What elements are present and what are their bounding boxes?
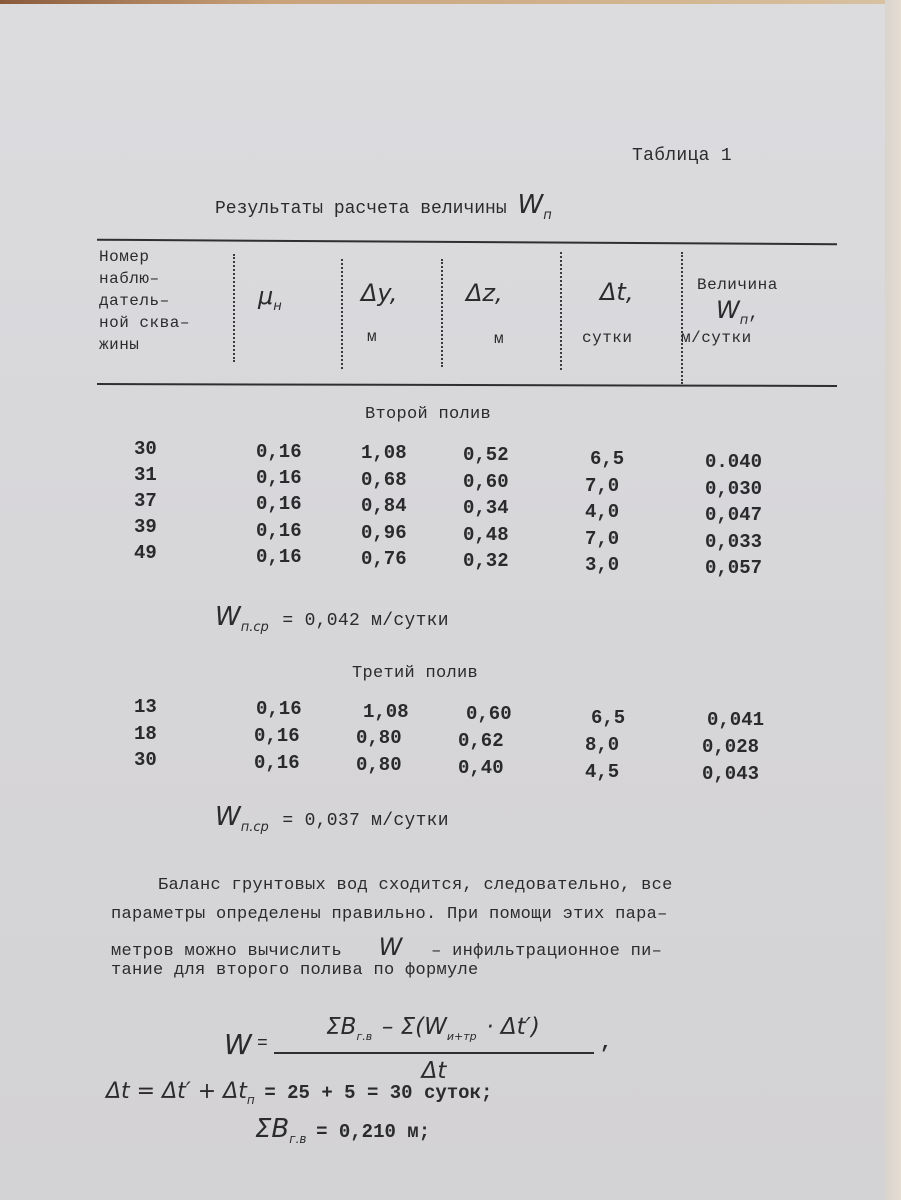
- col-header-dz-unit: м: [494, 330, 505, 348]
- sumb-lhs-sub: г.в: [289, 1132, 307, 1146]
- num-sum-w-sub: и+тр: [446, 1030, 477, 1043]
- fraction-bar: [274, 1052, 594, 1054]
- dt-rhs: = 25 + 5 = 30 суток;: [264, 1082, 493, 1104]
- table-cell: 0,16: [256, 441, 302, 463]
- table-cell: 0,34: [463, 497, 509, 519]
- table-cell: 7,0: [585, 475, 620, 497]
- col-header-wn-label: Величина: [697, 276, 778, 294]
- avg-sub: п.ср: [240, 620, 269, 635]
- table-cell: 0,68: [361, 469, 407, 491]
- table-cell: 0,047: [705, 504, 763, 526]
- col-header-line: датель–: [99, 292, 170, 310]
- col-header-wn-unit: м/сутки: [681, 329, 752, 347]
- header-bottom-rule: [97, 383, 837, 387]
- formula-eq: =: [257, 1034, 268, 1054]
- average-third-irrigation: [215, 802, 449, 835]
- col-header-dt-unit: сутки: [582, 329, 633, 347]
- table-cell: 0,62: [458, 730, 504, 752]
- num-sum-b-sub: г.в: [356, 1030, 373, 1043]
- table-cell: 0.040: [705, 451, 763, 473]
- avg-value: = 0,037 м/сутки: [282, 811, 449, 831]
- table-cell: 49: [134, 542, 157, 564]
- col-header-line: ной сква–: [99, 314, 190, 332]
- col-header-dt: [600, 278, 633, 306]
- avg-sub: п.ср: [240, 820, 269, 835]
- table-cell: 0,60: [466, 703, 512, 725]
- table-cell: 0,16: [254, 725, 300, 747]
- section-title-second-irrigation: Второй полив: [365, 405, 492, 424]
- table-cell: 18: [134, 723, 157, 745]
- col-header-line: Номер: [99, 248, 150, 266]
- sumb-rhs: = 0,210 м;: [316, 1121, 431, 1143]
- col-header-dz: [466, 279, 503, 307]
- wn-suffix: ,: [748, 304, 760, 324]
- col-header-line: жины: [99, 336, 140, 354]
- table-cell: 4,5: [585, 761, 620, 783]
- paragraph-line-3: [111, 933, 662, 961]
- section-title-third-irrigation: Третий полив: [352, 664, 479, 683]
- table-cell: 31: [134, 464, 157, 486]
- table-cell: 0,80: [356, 727, 402, 749]
- table-cell: 1,08: [363, 701, 409, 723]
- num-sum-b: ΣB: [326, 1014, 357, 1040]
- table-cell: 39: [134, 516, 157, 538]
- table-cell: 0,52: [463, 444, 509, 466]
- table-cell: 6,5: [590, 448, 625, 470]
- table-cell: 0,16: [256, 493, 302, 515]
- table-title: [215, 190, 552, 223]
- col-header-mu: [258, 282, 282, 314]
- header-top-rule: [97, 239, 837, 246]
- col-separator-4: [560, 252, 562, 370]
- sumb-lhs: ΣB: [255, 1114, 290, 1144]
- avg-symbol: W: [215, 802, 241, 832]
- paragraph-line-1: Баланс грунтовых вод сходится, следовательно, все: [158, 876, 673, 895]
- table-label: Таблица 1: [632, 146, 732, 166]
- table-cell: 0,033: [705, 531, 763, 553]
- table-cell: 6,5: [591, 707, 626, 729]
- document-page: [0, 4, 885, 1200]
- table-cell: 0,96: [361, 522, 407, 544]
- table-cell: 0,40: [458, 757, 504, 779]
- paragraph-line-2: параметры определены правильно. При помощи этих пара–: [111, 905, 668, 924]
- formula-dt: [106, 1079, 492, 1107]
- dt-lhs: Δt = Δt′ + Δt: [106, 1079, 247, 1104]
- table-cell: 0,16: [256, 467, 302, 489]
- col-separator-3: [441, 259, 443, 367]
- table-cell: 0,80: [356, 754, 402, 776]
- dt-lhs-sub: п: [246, 1093, 255, 1107]
- num-dt-prime: · Δt′): [486, 1014, 540, 1040]
- wn-symbol: W: [716, 296, 740, 324]
- table-cell: 0,48: [463, 524, 509, 546]
- table-cell: 0,84: [361, 495, 407, 517]
- table-cell: 8,0: [585, 734, 620, 756]
- inline-w-symbol: W: [378, 933, 403, 961]
- col-header-dy: [361, 279, 397, 307]
- formula-denominator: Δt: [421, 1058, 447, 1084]
- table-cell: 3,0: [585, 554, 620, 576]
- table-cell: 0,043: [702, 763, 760, 785]
- table-cell: 0,16: [254, 752, 300, 774]
- table-cell: 0,057: [705, 557, 763, 579]
- table-cell: 0,32: [463, 550, 509, 572]
- table-cell: 37: [134, 490, 157, 512]
- col-header-well-number: [99, 246, 190, 356]
- col-header-dy-unit: м: [367, 328, 378, 346]
- col-separator-2: [341, 259, 343, 369]
- table-cell: 0,041: [707, 709, 765, 731]
- table-cell: 30: [134, 438, 157, 460]
- col-separator-1: [233, 254, 235, 362]
- avg-value: = 0,042 м/сутки: [282, 611, 449, 631]
- mu-sub: н: [273, 299, 282, 314]
- avg-symbol: W: [215, 602, 241, 632]
- paragraph-line-3-tail: – инфильтрационное пи–: [431, 942, 663, 961]
- col-header-wn-symbol: [716, 296, 759, 328]
- col-header-line: наблю–: [99, 270, 160, 288]
- table-cell: 0,76: [361, 548, 407, 570]
- num-sum-w: – Σ(W: [381, 1014, 447, 1040]
- table-cell: 0,030: [705, 478, 763, 500]
- table-cell: 0,16: [256, 520, 302, 542]
- table-cell: 0,16: [256, 546, 302, 568]
- table-title-symbol: W: [517, 190, 544, 220]
- formula-numerator: [272, 1014, 594, 1043]
- table-cell: 13: [134, 696, 157, 718]
- table-title-text: Результаты расчета величины: [215, 199, 507, 219]
- formula-sum-b: [255, 1114, 430, 1146]
- dt-symbol: Δt,: [600, 278, 634, 306]
- table-cell: 1,08: [361, 442, 407, 464]
- mu-symbol: μ: [258, 282, 274, 310]
- table-title-symbol-sub: п: [543, 208, 552, 223]
- formula-trailing-comma: ,: [600, 1032, 613, 1055]
- formula-lhs: W: [224, 1028, 252, 1061]
- table-cell: 30: [134, 749, 157, 771]
- wn-sub: п: [739, 313, 749, 328]
- table-cell: 0,16: [256, 698, 302, 720]
- table-cell: 0,60: [463, 471, 509, 493]
- average-second-irrigation: [215, 602, 449, 635]
- col-separator-5: [681, 252, 683, 384]
- paragraph-line-3-text: метров можно вычислить: [111, 942, 343, 961]
- paragraph-line-4: тание для второго полива по формуле: [111, 961, 479, 980]
- dy-symbol: Δy,: [361, 279, 398, 307]
- table-cell: 4,0: [585, 501, 620, 523]
- page-right-edge: [885, 0, 901, 1200]
- dz-symbol: Δz,: [466, 279, 503, 307]
- table-cell: 0,028: [702, 736, 760, 758]
- table-cell: 7,0: [585, 528, 620, 550]
